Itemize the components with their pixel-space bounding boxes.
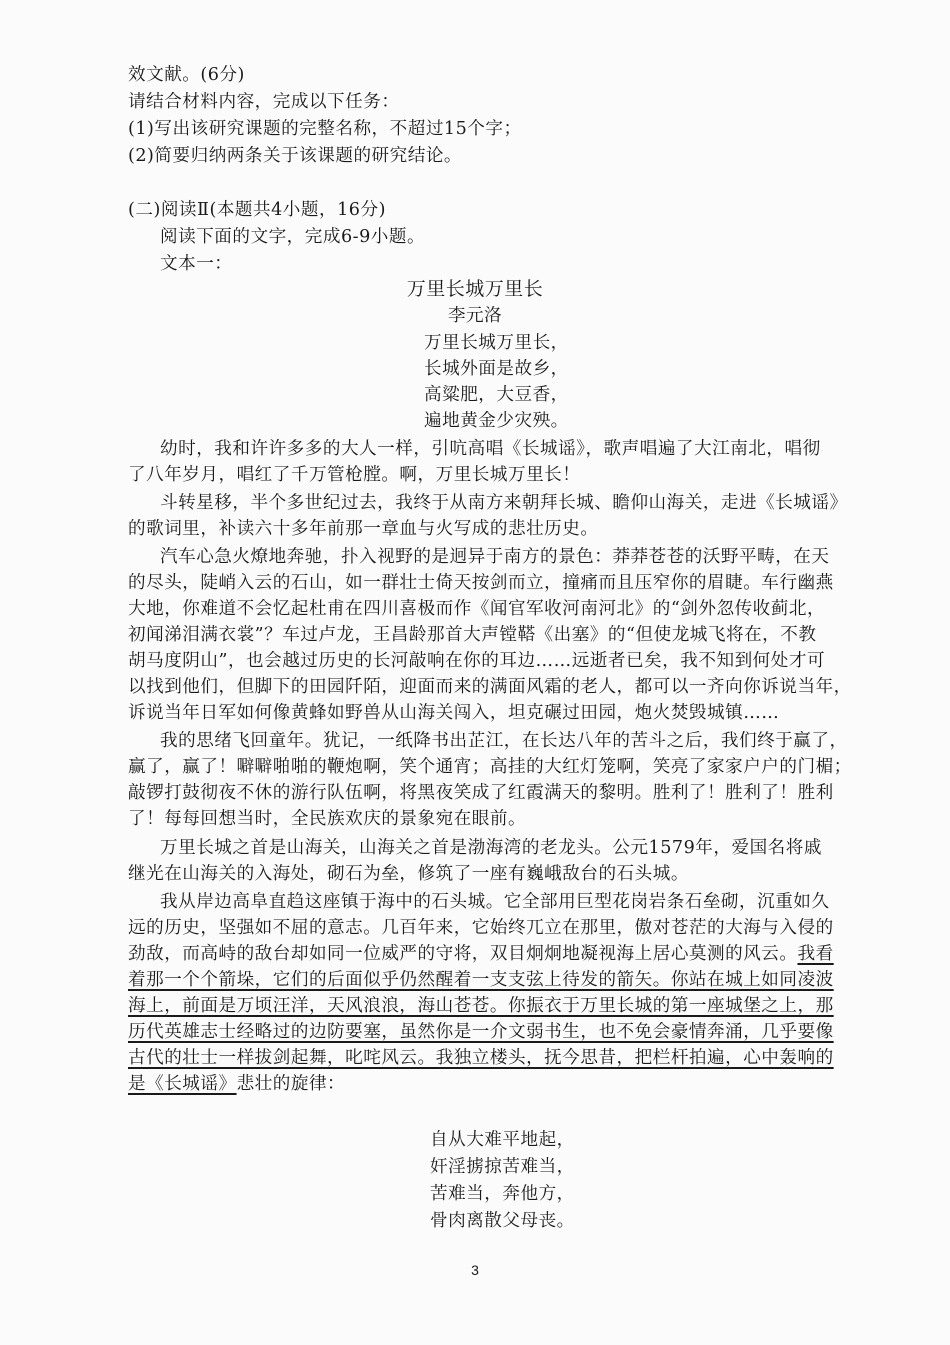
paragraph-line: 汽车心急火燎地奔驰，扑入视野的是迥异于南方的景色：莽莽苍苍的沃野平畴，在天 (160, 547, 830, 567)
page-number: 3 (471, 1262, 479, 1278)
paragraph-line: 的尽头，陡峭入云的石山，如一群壮士倚天按剑而立，撞痛而且压窄你的眉睫。车行幽燕 (128, 573, 834, 593)
paragraph-line: 赢了，赢了！噼噼啪啪的鞭炮啊，笑个通宵；高挂的大红灯笼啊，笑亮了家家户户的门楣； (128, 757, 852, 777)
poem1-line: 遍地黄金少灾殃。 (424, 411, 569, 431)
poem1-line: 万里长城万里长， (424, 333, 569, 353)
underlined-line: 海上，前面是万顷汪洋，天风浪浪，海山苍苍。你振衣于万里长城的第一座城堡之上，那 (128, 996, 834, 1016)
paragraph-line: 的歌词里，补读六十多年前那一章血与火写成的悲壮历史。 (128, 519, 599, 539)
paragraph-line: 诉说当年日军如何像黄蜂如野兽从山海关闯入，坦克碾过田园，炮火焚毁城镇…… (128, 703, 780, 723)
poem2-line: 奸淫掳掠苦难当， (430, 1157, 575, 1177)
paragraph-text: 劲敌，而高峙的敌台却如同一位威严的守将，双目炯炯地凝视海上居心莫测的风云。 (128, 944, 798, 964)
paragraph-line-mixed (128, 1072, 868, 1097)
article-author: 李元洛 (447, 306, 503, 326)
paragraph-line: 幼时，我和许许多多的大人一样，引吭高唱《长城谣》，歌声唱遍了大江南北，唱彻 (160, 439, 821, 459)
task-2: (2)简要归纳两条关于该课题的研究结论。 (128, 146, 463, 166)
poem1-line: 长城外面是故乡， (424, 359, 569, 379)
paragraph-line: 胡马度阴山”，也会越过历史的长河敲响在你的耳边……远逝者已矣，我不知到何处才可 (128, 651, 826, 671)
section-heading: (二)阅读Ⅱ(本题共4小题，16分) (128, 200, 386, 220)
paragraph-line: 我从岸边高阜直趋这座镇于海中的石头城。它全部用巨型花岗岩条石垒砌，沉重如久 (160, 892, 830, 912)
paragraph-line: 我的思绪飞回童年。犹记，一纸降书出芷江，在长达八年的苦斗之后，我们终于赢了， (160, 731, 848, 751)
poem2-line: 苦难当，奔他方， (430, 1184, 575, 1204)
paragraph-line: 万里长城之首是山海关，山海关之首是渤海湾的老龙头。公元1579年，爱国名将戚 (160, 838, 822, 858)
paragraph-line: 远的历史，坚强如不屈的意志。几百年来，它始终兀立在那里，傲对苍茫的大海与入侵的 (128, 918, 834, 938)
article-title: 万里长城万里长 (406, 278, 544, 300)
poem2-line: 骨肉离散父母丧。 (430, 1211, 575, 1231)
underlined-line: 历代英雄志士经略过的边防要塞，虽然你是一介文弱书生，也不免会豪情奔涌，几乎要像 (128, 1022, 834, 1042)
underlined-line: 着那一个个箭垛，它们的后面似乎仍然醒着一支支弦上待发的箭矢。你站在城上如同凌波 (128, 970, 834, 990)
poem1-line: 高粱肥，大豆香， (424, 385, 569, 405)
paragraph-line: 初闻涕泪满衣裳”？车过卢龙，王昌龄那首大声镗鞳《出塞》的“但使龙城飞将在，不教 (128, 625, 817, 645)
section-instruction: 阅读下面的文字，完成6-9小题。 (160, 227, 426, 247)
top-line-1: 效文献。(6分) (128, 65, 245, 85)
paragraph-line: 斗转星移，半个多世纪过去，我终于从南方来朝拜长城、瞻仰山海关，走进《长城谣》 (160, 493, 848, 513)
paragraph-line: 了八年岁月，唱红了千万管枪膛。啊，万里长城万里长！ (128, 465, 581, 485)
underlined-text: 我看 (797, 944, 834, 964)
paragraph-text: 悲壮的旋律： (236, 1074, 346, 1094)
task-1: (1)写出该研究课题的完整名称，不超过15个字； (128, 119, 522, 139)
paragraph-line: 了！每每回想当时，全民族欢庆的景象宛在眼前。 (128, 809, 527, 829)
paragraph-line: 继光在山海关的入海处，砌石为垒，修筑了一座有巍峨敌台的石头城。 (128, 864, 689, 884)
text-label: 文本一： (160, 254, 233, 274)
paragraph-line-mixed (128, 942, 868, 967)
poem2-line: 自从大难平地起， (430, 1130, 575, 1150)
paragraph-line: 大地，你难道不会忆起杜甫在四川喜极而作《闻官军收河南河北》的“剑外忽传收蓟北， (128, 599, 826, 619)
paragraph-line: 以找到他们，但脚下的田园阡陌，迎面而来的满面风霜的老人，都可以一齐向你诉说当年， (128, 677, 852, 697)
top-line-2: 请结合材料内容，完成以下任务： (128, 92, 400, 112)
paragraph-line: 敲锣打鼓彻夜不休的游行队伍啊，将黑夜笑成了红霞满天的黎明。胜利了！胜利了！胜利 (128, 783, 834, 803)
underlined-text: 是《长城谣》 (128, 1074, 237, 1094)
underlined-line: 古代的壮士一样拔剑起舞，叱咤风云。我独立楼头，抚今思昔，把栏杆拍遍，心中轰响的 (128, 1048, 834, 1068)
